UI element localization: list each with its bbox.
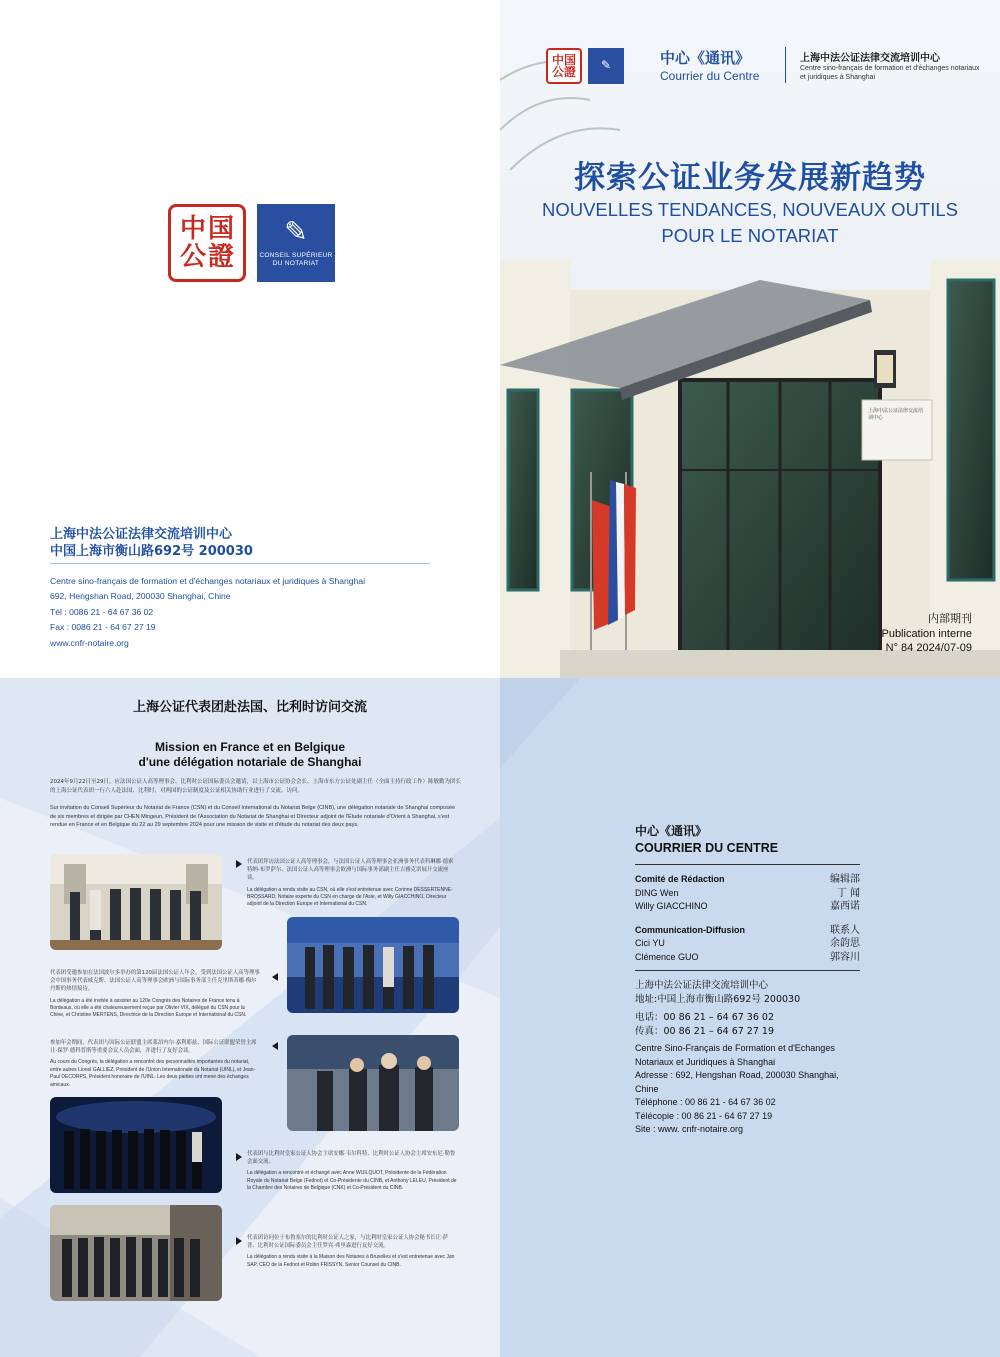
cover-title-fr-line2: POUR LE NOTARIAT bbox=[661, 225, 839, 246]
member-name-cn: 余韵思 bbox=[830, 938, 860, 949]
inside-left-panel bbox=[0, 678, 500, 1357]
contact-info bbox=[50, 574, 365, 651]
delegation-photo bbox=[50, 854, 222, 950]
masthead bbox=[635, 822, 860, 1137]
seal-glyph: 證 bbox=[208, 242, 235, 272]
committee-member bbox=[635, 900, 860, 914]
article-title-fr-line1: Mission en France et en Belgique bbox=[154, 740, 346, 754]
seal-glyph: 證 bbox=[564, 65, 577, 79]
contact-line-fr: Centre Sino-Français de Formation et d'Echanges bbox=[635, 1043, 835, 1053]
contact-line-cn: 上海中法公证法律交流培训中心 bbox=[635, 980, 769, 991]
caption-fr: La délégation a rendu visite au CSN, où elle s'est entretenue avec Corinne DESSERTENNE-BROSSARD, Notaire experte du CSN en charge de l'Asie, et Willy GIACCHINO, Directeur adjoint de la Direction Europe et International du CSN. bbox=[247, 886, 453, 908]
caption-fr: La délégation a rendu visite à la Maison des Notaires à Bruxelles et s'est entretenue avec Jan SAP, CEO de la Fednot et Robin FRISSYN, Senior Counsel du CINB. bbox=[247, 1254, 455, 1268]
info-line: 692, Hengshan Road, 200030 Shanghai, Chine bbox=[50, 591, 231, 602]
member-name-fr: Willy GIACCHINO bbox=[635, 901, 708, 911]
committee-title-cn: 编辑部 bbox=[830, 874, 860, 885]
caption-pointer-icon bbox=[272, 1042, 278, 1050]
intro-paragraph-cn: 2024年9月22日至29日，应法国公证人高等理事会、比利时公证国际委员会邀请，以上海市公证协会会长、上海市东方公证处副主任（全面主持行政工作）陈敏勤为团长的上海公证代表团一行六人赴法国、比利时，对两国的公证制度及公证相关协助行业进行了交流、访问。 bbox=[50, 779, 461, 794]
photo-caption bbox=[247, 1150, 457, 1193]
committee-heading bbox=[635, 873, 860, 887]
member-name-cn: 嘉西诺 bbox=[830, 901, 860, 912]
csn-logo bbox=[588, 48, 624, 84]
entrance-plaque: 上海中法公证法律交流培训中心 bbox=[868, 408, 924, 421]
pub-type-cn: 内部期刊 bbox=[928, 612, 972, 625]
csn-logo bbox=[257, 204, 335, 282]
contact-line-cn: 传真：00 86 21 – 64 67 27 19 bbox=[635, 1025, 775, 1037]
article-title-fr-line2: d'une délégation notariale de Shanghai bbox=[138, 755, 362, 769]
communication-member bbox=[635, 951, 860, 965]
caption-fr: La délégation a été invitée à assister au 120e Congrès des Notaires de France tenu à Bordeaux, où elle a été chaleureusement reçue par Olivier VIX, délégué du CSN pour la Chine, et Christine MERTENS, Directrice de la Direction Europe et International du CSN. bbox=[50, 997, 247, 1019]
pub-type-fr: Publication interne bbox=[881, 627, 972, 640]
photo-caption bbox=[50, 1039, 260, 1089]
contact-line-cn: 电话：00 86 21 – 64 67 36 02 bbox=[635, 1012, 775, 1023]
cover-title-fr-line1: NOUVELLES TENDANCES, NOUVEAUX OUTILS bbox=[541, 199, 958, 220]
issue-number: N° 84 2024/07-09 bbox=[885, 642, 972, 654]
photo-caption bbox=[247, 1234, 457, 1269]
newsletter-name-fr: Courrier du Centre bbox=[660, 69, 760, 83]
front-cover-panel bbox=[500, 0, 1000, 678]
seal-glyph: 中 bbox=[551, 53, 564, 67]
intro-paragraph-fr: Sur invitation du Conseil Supérieur du Notariat de France (CSN) et du Conseil International du Notariat Belge (CINB), une délégation notariale de Shanghai composée de six membres et dirigée par CHEN Mingeun, Président de l'Association du Notariat de Shanghai et Directeur adjoint de l'Étude notariale d'Orient à Shanghai, s'est rendue en France et en Belgique du 22 au 29 septembre 2024 pour une mission de visite et d'étude du notariat des deux pays. bbox=[50, 805, 456, 829]
article-title-cn: 上海公证代表团赴法国、比利时访问交流 bbox=[132, 700, 367, 715]
caption-pointer-icon bbox=[236, 1237, 242, 1245]
info-line: Fax : 0086 21 - 64 67 27 19 bbox=[50, 622, 156, 633]
seal-glyph: 中 bbox=[179, 214, 206, 244]
csn-emblem-icon: ✎ bbox=[600, 58, 612, 72]
caption-cn: 代表团与比利时皇家公证人协会主席安娜·韦尔科特、比利时公证人协会主席安东尼·勒鲁会面交流。 bbox=[247, 1151, 456, 1166]
contact-line-fr: Notariaux et Juridiques à Shanghai bbox=[635, 1056, 776, 1067]
masthead-title-cn: 中心《通讯》 bbox=[635, 824, 708, 838]
delegation-photo bbox=[287, 917, 459, 1013]
communication-title-fr: Communication-Diffusion bbox=[635, 924, 745, 935]
newsletter-name-cn: 中心《通讯》 bbox=[660, 49, 751, 67]
contact-line-fr: Télécopie : 00 86 21 - 64 67 27 19 bbox=[635, 1110, 773, 1121]
seal-glyph: 公 bbox=[551, 65, 564, 79]
member-name-fr: Clémence GUO bbox=[635, 951, 699, 962]
member-name-cn: 丁 闻 bbox=[836, 887, 860, 899]
back-cover-panel bbox=[0, 0, 500, 678]
csn-logo-line: CONSEIL SUPÉRIEUR bbox=[259, 251, 333, 259]
delegation-photo bbox=[287, 1035, 459, 1131]
seal-glyph: 国 bbox=[208, 214, 235, 244]
contact-line-fr: Téléphone : 00 86 21 - 64 67 36 02 bbox=[635, 1097, 776, 1107]
chinese-notary-seal-logo bbox=[546, 48, 582, 84]
committee-title-fr: Comité de Rédaction bbox=[635, 874, 725, 884]
org-name-fr: Centre sino-français de formation et d'échanges notariaux et juridiques à Shanghai bbox=[800, 65, 980, 81]
chinese-notary-seal-logo bbox=[168, 204, 246, 282]
article-title-fr bbox=[0, 740, 500, 770]
divider bbox=[50, 563, 430, 564]
divider bbox=[635, 970, 860, 971]
member-name-cn: 郭容川 bbox=[830, 951, 860, 963]
website-link[interactable]: Site : www. cnfr-notaire.org bbox=[635, 1124, 744, 1134]
publication-info bbox=[881, 612, 972, 656]
communication-title-cn: 联系人 bbox=[830, 924, 860, 936]
csn-emblem-icon: ✎ bbox=[284, 214, 308, 248]
caption-pointer-icon bbox=[236, 860, 242, 868]
delegation-photo bbox=[50, 1205, 222, 1301]
committee-member bbox=[635, 887, 860, 901]
website-link[interactable]: www.cnfr-notaire.org bbox=[50, 637, 129, 648]
info-line: Tél : 0086 21 - 64 67 36 02 bbox=[50, 606, 154, 617]
inside-right-panel bbox=[500, 678, 1000, 1357]
caption-cn: 代表团受邀参加在法国波尔多举办的第120届法国公证人年会，受到法国公证人高等理事会中国事务代表威克斯、法国公证人高等理事会欧洲与国际事务部主任克里斯蒂娜·梅尔丹斯的热情接待。 bbox=[50, 970, 260, 993]
seal-glyph: 公 bbox=[179, 242, 206, 272]
divider bbox=[635, 864, 860, 865]
contact-line-cn: 地址:中国上海市衡山路692号 200030 bbox=[635, 993, 801, 1005]
photo-caption bbox=[247, 858, 457, 909]
member-name-fr: DING Wen bbox=[635, 887, 679, 898]
delegation-photo bbox=[50, 1097, 222, 1193]
caption-pointer-icon bbox=[272, 973, 278, 981]
member-name-fr: Cici YU bbox=[635, 938, 665, 948]
csn-logo-line: DU NOTARIAT bbox=[272, 260, 320, 267]
seal-glyph: 国 bbox=[564, 53, 577, 67]
address-cn-line1: 上海中法公证法律交流培训中心 bbox=[50, 527, 233, 542]
caption-cn: 代表团拜访法国公证人高等理事会，与法国公证人高等理事会亚洲事务代表科琳娜·德索特纳-布罗萨尔、法国公证人高等理事会欧洲与国际事务部副主任吉雅克诺展开交流座谈。 bbox=[247, 859, 454, 882]
contact-line-fr: Adresse : 692, Hengshan Road, 200030 Shanghai, Chine bbox=[635, 1070, 839, 1094]
info-line: Centre sino-français de formation et d'échanges notariaux et juridiques à Shanghai bbox=[50, 576, 366, 586]
cover-title-cn: 探索公证业务发展新趋势 bbox=[574, 160, 926, 196]
caption-cn: 参加年会期间，代表团与国际公证联盟主席莱昂内尔·嘉利耶兹、国际公证联盟荣誉主席让-保罗·德科普斯等重要会议人员会面，并进行了友好会谈。 bbox=[50, 1040, 257, 1055]
photo-caption bbox=[50, 969, 260, 1020]
caption-fr: Au cours du Congrès, la délégation a rencontré des personnalités importantes du notariat, entre autres Lionel GALLIEZ, Président de l'Union Internationale du Notariat (UINL), et Jean-Paul DECORPS, Président honoraire de l'UINL. Les deux parties ont mené des échanges amicaux. bbox=[50, 1059, 256, 1088]
building-entrance-photo bbox=[500, 0, 1000, 678]
address-cn-line2: 中国上海市衡山路692号 200030 bbox=[50, 544, 253, 559]
masthead-title-fr: COURRIER DU CENTRE bbox=[635, 841, 779, 855]
caption-fr: La délégation a rencontré et échangé avec Anne WUILQUOT, Présidente de la Fédération Royale du Notariat Belge (Fednot) et Co-Présidente du CINB, et Anthony LELEU, Président de la Chambre des Notaires de Belgique (CNK) et Co-Président du CINB. bbox=[247, 1170, 457, 1192]
communication-member bbox=[635, 937, 860, 951]
caption-pointer-icon bbox=[236, 1153, 242, 1161]
caption-cn: 代表团访问位于布鲁塞尔的比利时公证人之家，与比利时皇家公证人协会秘书长让·萨普、比利时公证国际委员会主任罗宾·弗里森进行友好交流。 bbox=[247, 1235, 449, 1250]
header-divider bbox=[785, 47, 786, 83]
org-name-cn: 上海中法公证法律交流培训中心 bbox=[800, 53, 940, 64]
communication-heading bbox=[635, 924, 860, 938]
